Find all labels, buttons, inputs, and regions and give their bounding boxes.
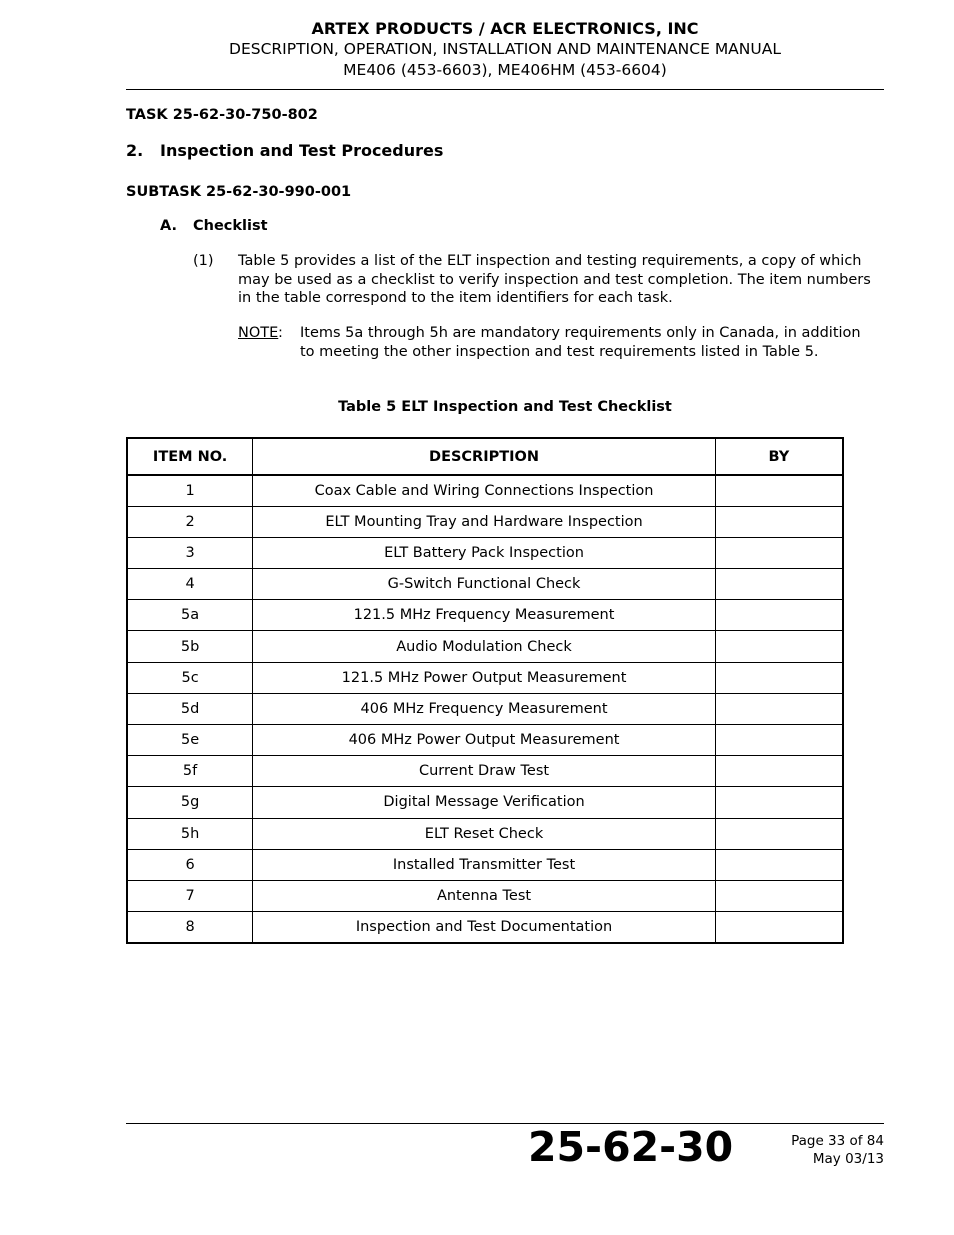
cell-by[interactable]	[715, 506, 843, 537]
header-divider	[126, 89, 884, 90]
cell-item: 6	[127, 849, 253, 880]
cell-description: 121.5 MHz Frequency Measurement	[253, 600, 716, 631]
cell-by[interactable]	[715, 600, 843, 631]
task-id: TASK 25-62-30-750-802	[126, 107, 318, 123]
cell-item: 1	[127, 475, 253, 506]
page-header	[126, 18, 884, 81]
table-row	[127, 849, 843, 880]
cell-description: 121.5 MHz Power Output Measurement	[253, 662, 716, 693]
revision-date: May 03/13	[812, 1151, 884, 1167]
footer-divider	[126, 1123, 884, 1124]
table-row	[127, 631, 843, 662]
section-heading	[126, 141, 443, 160]
page-info	[791, 1132, 884, 1168]
section-title: Inspection and Test Procedures	[160, 141, 444, 160]
note-colon: :	[278, 325, 283, 341]
subtask-id: SUBTASK 25-62-30-990-001	[126, 184, 352, 200]
cell-item: 2	[127, 506, 253, 537]
cell-item: 5f	[127, 756, 253, 787]
cell-by[interactable]	[715, 849, 843, 880]
table-row	[127, 537, 843, 568]
note-label: NOTE	[238, 325, 279, 341]
table-row	[127, 475, 843, 506]
manual-title: DESCRIPTION, OPERATION, INSTALLATION AND MAINTENANCE MANUAL	[229, 40, 781, 58]
cell-item: 5g	[127, 787, 253, 818]
table-title: Table 5 ELT Inspection and Test Checklist	[338, 399, 672, 415]
cell-item: 8	[127, 912, 253, 943]
cell-by[interactable]	[715, 756, 843, 787]
section-number: 2.	[126, 141, 144, 160]
cell-by[interactable]	[715, 662, 843, 693]
subsection-letter: A.	[160, 218, 177, 234]
table-row	[127, 693, 843, 724]
cell-by[interactable]	[715, 880, 843, 911]
cell-description: Digital Message Verification	[253, 787, 716, 818]
cell-description: G-Switch Functional Check	[253, 569, 716, 600]
table-header-row	[127, 438, 843, 475]
cell-description: ELT Mounting Tray and Hardware Inspection	[253, 506, 716, 537]
paragraph-text: Table 5 provides a list of the ELT inspection and testing requirements, a copy of which may be used as a checklist to verify inspection and test completion. The item numbers in the table correspond to the item identifiers for each task.	[238, 253, 871, 306]
header-item-no: ITEM NO.	[127, 438, 253, 475]
cell-by[interactable]	[715, 818, 843, 849]
cell-description: Coax Cable and Wiring Connections Inspection	[253, 475, 716, 506]
model-numbers: ME406 (453-6603), ME406HM (453-6604)	[343, 61, 667, 79]
cell-description: ELT Reset Check	[253, 818, 716, 849]
cell-by[interactable]	[715, 631, 843, 662]
subsection-title: Checklist	[193, 218, 268, 234]
cell-by[interactable]	[715, 537, 843, 568]
table-row	[127, 912, 843, 943]
company-name: ARTEX PRODUCTS / ACR ELECTRONICS, INC	[311, 19, 699, 38]
cell-item: 3	[127, 537, 253, 568]
note-block	[238, 324, 878, 361]
cell-item: 5c	[127, 662, 253, 693]
cell-item: 4	[127, 569, 253, 600]
subsection-heading	[160, 218, 268, 234]
table-row	[127, 725, 843, 756]
cell-by[interactable]	[715, 569, 843, 600]
cell-description: Installed Transmitter Test	[253, 849, 716, 880]
cell-by[interactable]	[715, 787, 843, 818]
cell-item: 5h	[127, 818, 253, 849]
cell-by[interactable]	[715, 693, 843, 724]
page-number: Page 33 of 84	[791, 1133, 884, 1149]
cell-by[interactable]	[715, 725, 843, 756]
table-row	[127, 880, 843, 911]
table-row	[127, 600, 843, 631]
paragraph-1	[193, 252, 885, 308]
cell-item: 5e	[127, 725, 253, 756]
cell-item: 7	[127, 880, 253, 911]
note-text: Items 5a through 5h are mandatory requirements only in Canada, in addition to meeting the other inspection and test requirements listed in Table 5.	[300, 325, 861, 360]
cell-item: 5a	[127, 600, 253, 631]
cell-description: Antenna Test	[253, 880, 716, 911]
header-description: DESCRIPTION	[253, 438, 716, 475]
table-row	[127, 787, 843, 818]
document-number: 25-62-30	[528, 1123, 734, 1171]
cell-description: Current Draw Test	[253, 756, 716, 787]
cell-item: 5d	[127, 693, 253, 724]
cell-description: 406 MHz Frequency Measurement	[253, 693, 716, 724]
checklist-table	[126, 437, 844, 944]
table-row	[127, 756, 843, 787]
cell-description: 406 MHz Power Output Measurement	[253, 725, 716, 756]
header-by: BY	[715, 438, 843, 475]
cell-item: 5b	[127, 631, 253, 662]
paragraph-number: (1)	[193, 253, 214, 269]
cell-by[interactable]	[715, 912, 843, 943]
table-row	[127, 506, 843, 537]
cell-description: Inspection and Test Documentation	[253, 912, 716, 943]
table-row	[127, 662, 843, 693]
table-row	[127, 569, 843, 600]
cell-description: Audio Modulation Check	[253, 631, 716, 662]
cell-description: ELT Battery Pack Inspection	[253, 537, 716, 568]
cell-by[interactable]	[715, 475, 843, 506]
table-row	[127, 818, 843, 849]
